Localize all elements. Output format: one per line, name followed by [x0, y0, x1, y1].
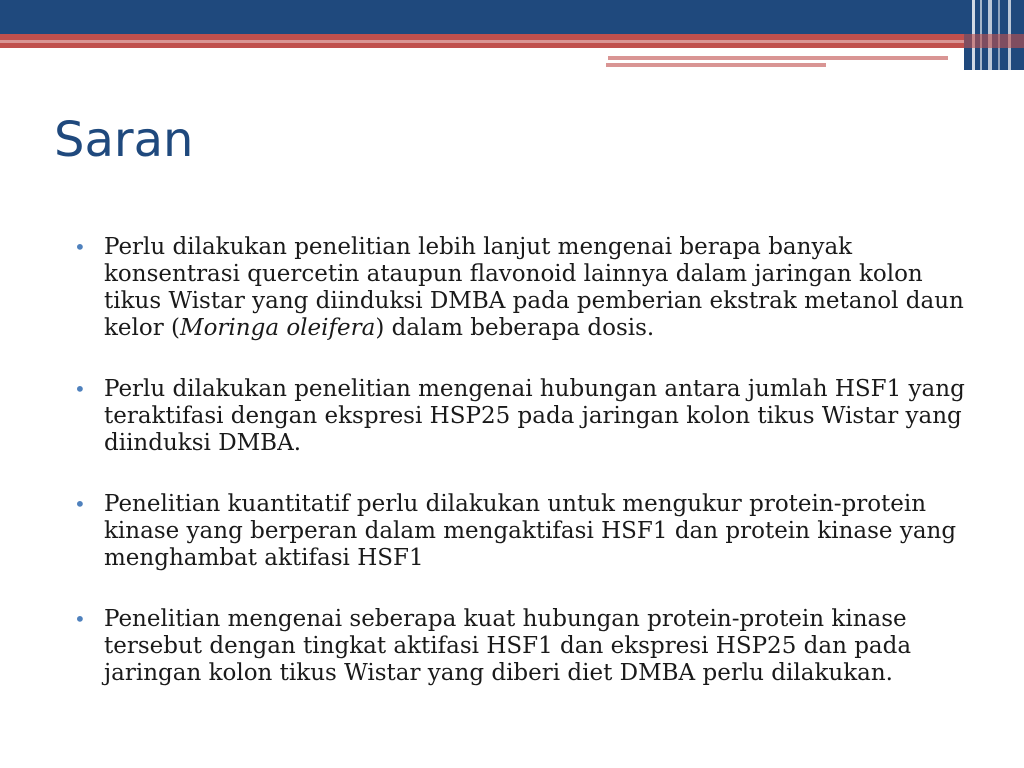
header-band-blue — [0, 0, 1024, 34]
bullet-dot-icon: • — [74, 492, 86, 516]
bullet-item — [74, 606, 974, 687]
bullet-text — [104, 234, 964, 341]
bullet-list — [74, 234, 974, 721]
header-accent-strip — [608, 56, 948, 60]
header-band-light — [0, 40, 1024, 43]
bullet-dot-icon: • — [74, 377, 86, 401]
bullet-item — [74, 376, 974, 457]
bullet-text-part: Perlu dilakukan penelitian mengenai hubungan antara jumlah HSF1 yang teraktifasi dengan ekspresi HSP25 pada jaringan kolon tikus Wistar yang diinduksi DMBA. — [104, 376, 965, 456]
species-name: Moringa oleifera — [180, 315, 376, 341]
bullet-item — [74, 491, 974, 572]
bullet-text — [104, 491, 956, 571]
bullet-dot-icon: • — [74, 235, 86, 259]
bullet-text — [104, 606, 911, 686]
header-accent-strip — [606, 63, 826, 67]
slide-title: Saran — [54, 112, 194, 168]
bullet-item — [74, 234, 974, 342]
bullet-text-part: Penelitian mengenai seberapa kuat hubungan protein-protein kinase tersebut dengan tingkat aktifasi HSF1 dan ekspresi HSP25 dan pada jaringan kolon tikus Wistar yang diberi diet DMBA perlu dilakukan. — [104, 606, 912, 686]
bullet-text-part: Perlu dilakukan penelitian lebih lanjut mengenai berapa banyak konsentrasi quercetin ataupun flavonoid lainnya dalam jaringan kolon tikus Wistar yang diinduksi DMBA pada pemberian ekstrak metanol daun kelor ( — [104, 234, 964, 341]
bullet-text-part: ) dalam beberapa dosis. — [375, 315, 655, 341]
bullet-text-part: Penelitian kuantitatif perlu dilakukan untuk mengukur protein-protein kinase yang berperan dalam mengaktifasi HSF1 dan protein kinase yang menghambat aktifasi HSF1 — [104, 491, 957, 571]
bullet-text — [104, 376, 965, 456]
bullet-dot-icon: • — [74, 607, 86, 631]
corner-decoration — [964, 0, 1024, 70]
